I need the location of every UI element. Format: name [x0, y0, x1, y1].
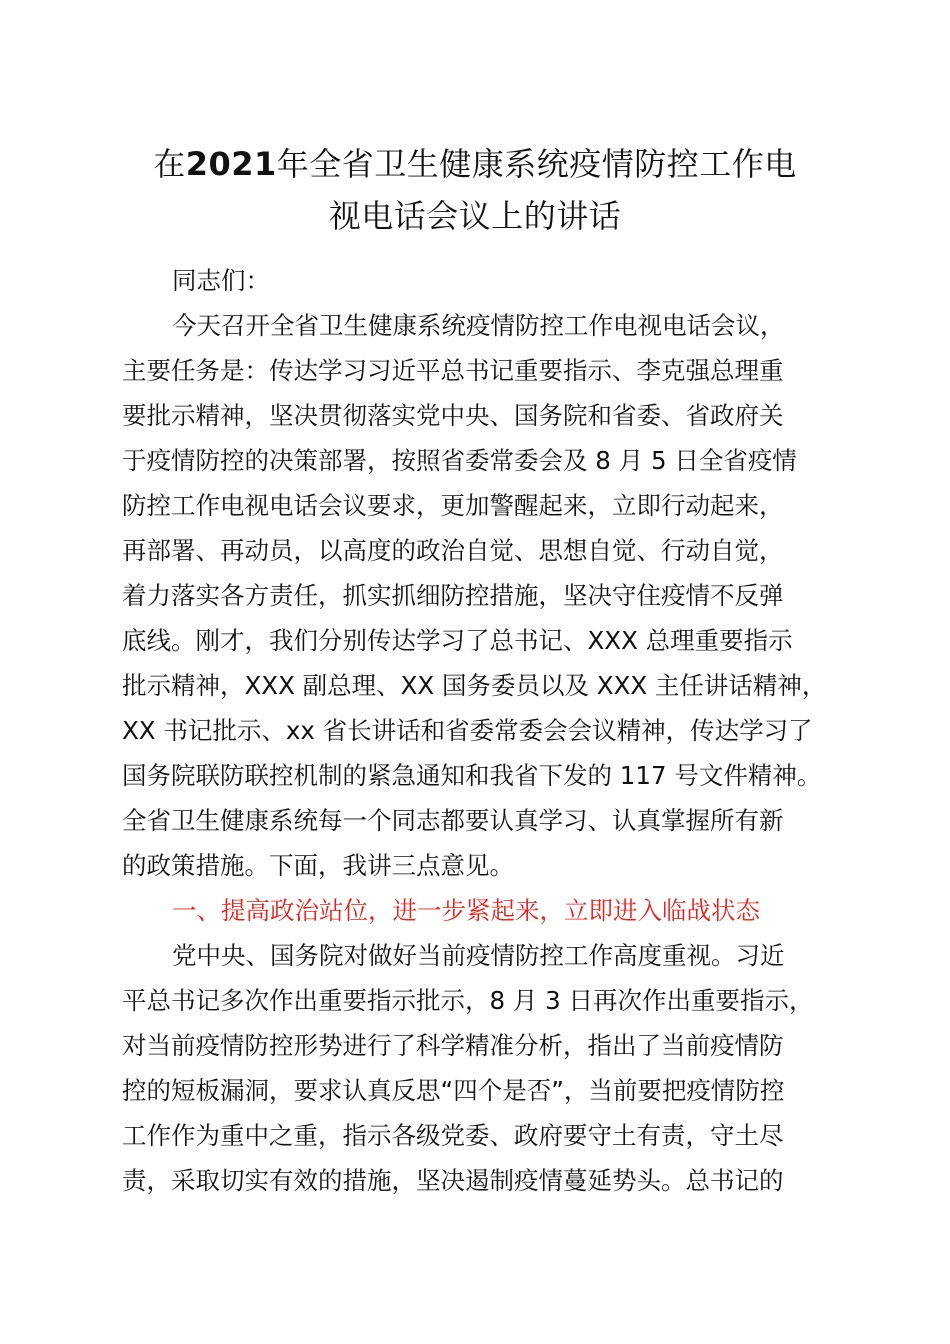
- title-year: 2021: [185, 145, 277, 183]
- paragraph-1: [122, 303, 842, 888]
- paragraph-2: [122, 933, 842, 1203]
- paragraph-line: 于疫情防控的决策部署，按照省委常委会及 8 月 5 日全省疫情: [122, 446, 797, 475]
- paragraph-line: 的政策措施。下面，我讲三点意见。: [122, 851, 514, 880]
- paragraph-line: 今天召开全省卫生健康系统疫情防控工作电视电话会议，: [172, 311, 785, 340]
- paragraph-line: 国务院联防联控机制的紧急通知和我省下发的 117 号文件精神。: [122, 761, 822, 790]
- document-body: [122, 258, 842, 1203]
- paragraph-line: 工作作为重中之重，指示各级党委、政府要守土有责，守土尽: [122, 1121, 784, 1150]
- paragraph-line: 底线。刚才，我们分别传达学习了总书记、XXX 总理重要指示: [122, 626, 793, 655]
- salutation: 同志们：: [172, 266, 270, 295]
- document-title: [110, 138, 840, 242]
- paragraph-line: 要批示精神，坚决贯彻落实党中央、国务院和省委、省政府关: [122, 401, 784, 430]
- paragraph-line: 责，采取切实有效的措施，坚决遏制疫情蔓延势头。总书记的: [122, 1166, 784, 1195]
- paragraph-line: 对当前疫情防控形势进行了科学精准分析，指出了当前疫情防: [122, 1031, 784, 1060]
- paragraph-line: 主要任务是：传达学习习近平总书记重要指示、李克强总理重: [122, 356, 784, 385]
- paragraph-line: 全省卫生健康系统每一个同志都要认真学习、认真掌握所有新: [122, 806, 784, 835]
- paragraph-line: 再部署、再动员，以高度的政治自觉、思想自觉、行动自觉，: [122, 536, 784, 565]
- section-heading-1: 一、提高政治站位，进一步紧起来，立即进入临战状态: [172, 896, 760, 925]
- paragraph-line: 党中央、国务院对做好当前疫情防控工作高度重视。习近: [172, 941, 785, 970]
- title-line-2: 视电话会议上的讲话: [328, 197, 622, 235]
- paragraph-line: 控的短板漏洞，要求认真反思“四个是否”，当前要把疫情防控: [122, 1076, 785, 1105]
- paragraph-line: 批示精神，XXX 副总理、XX 国务委员以及 XXX 主任讲话精神，: [122, 671, 827, 700]
- paragraph-line: 平总书记多次作出重要指示批示，8 月 3 日再次作出重要指示，: [122, 986, 814, 1015]
- paragraph-line: XX 书记批示、xx 省长讲话和省委常委会会议精神，传达学习了: [122, 716, 813, 745]
- paragraph-line: 防控工作电视电话会议要求，更加警醒起来，立即行动起来，: [122, 491, 784, 520]
- title-line-1: 在2021年全省卫生健康系统疫情防控工作电: [153, 145, 797, 183]
- paragraph-line: 着力落实各方责任，抓实抓细防控措施，坚决守住疫情不反弹: [122, 581, 784, 610]
